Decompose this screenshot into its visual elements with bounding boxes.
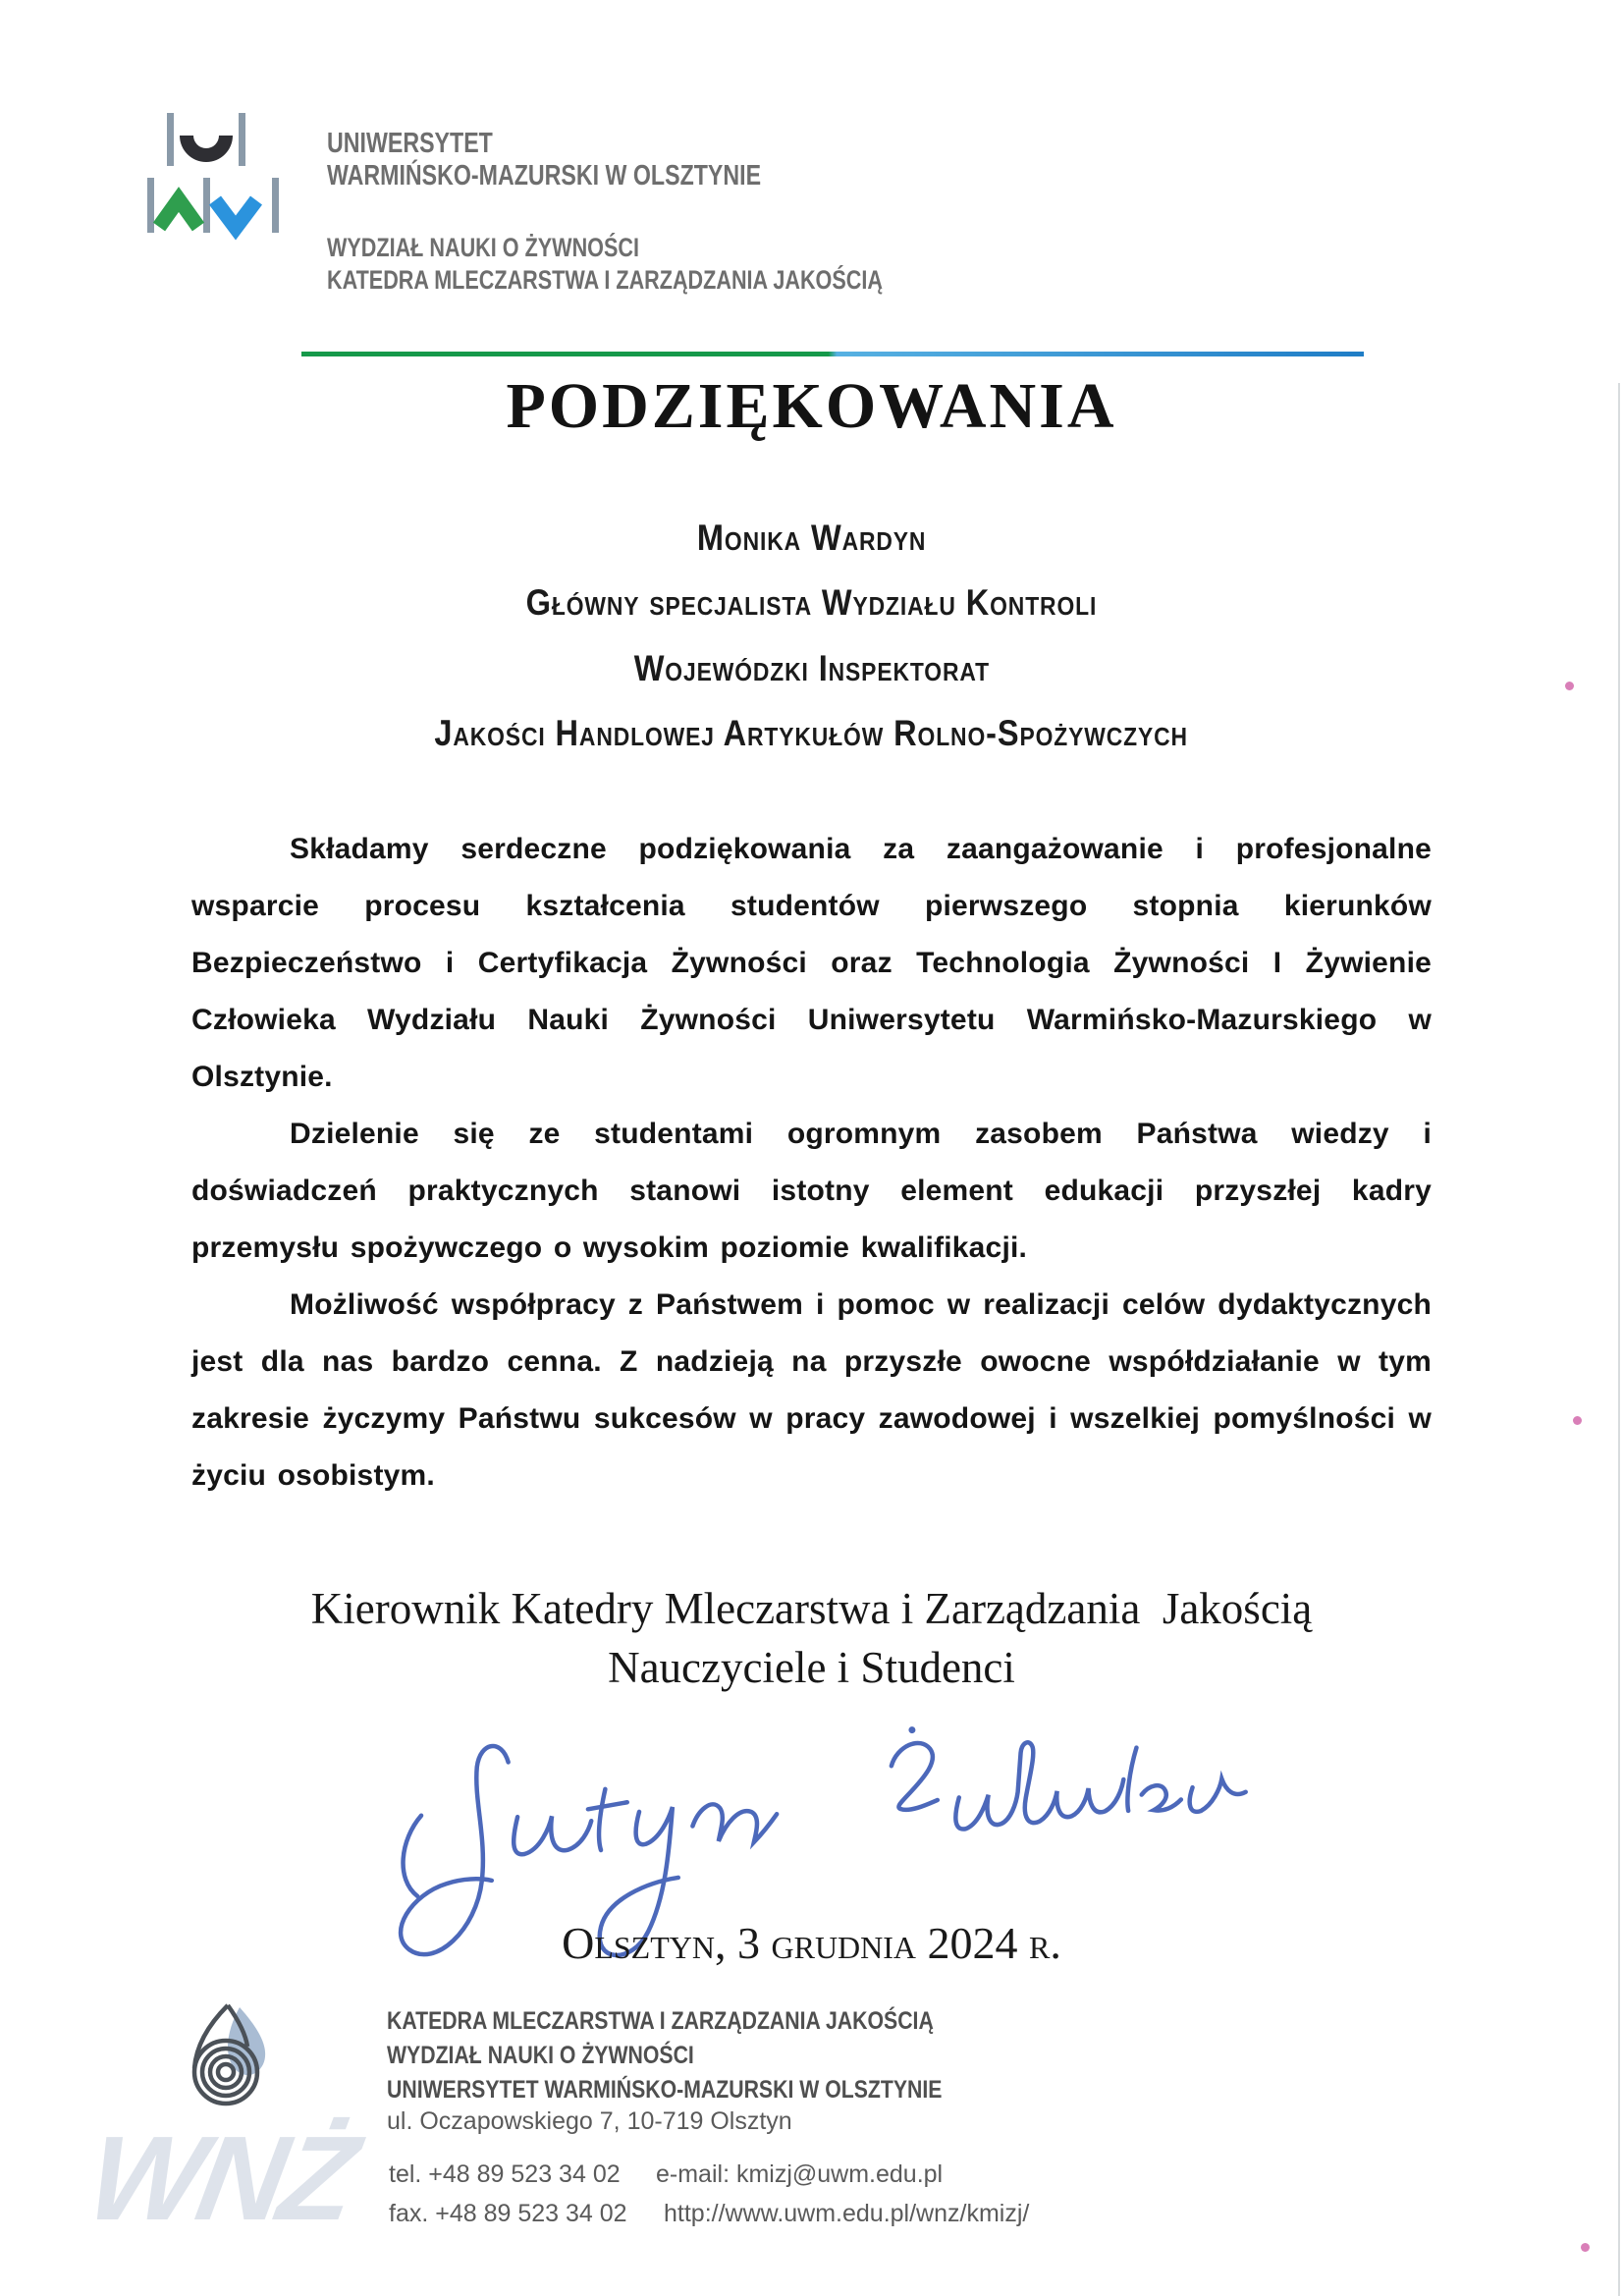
divider-line [301,352,1364,356]
recipient-org-line1: Wojewódzki Inspektorat [633,648,990,688]
footer-website: http://www.uwm.edu.pl/wnz/kmizj/ [664,2200,1030,2227]
closing-line2: Nauczyciele i Studenci [608,1643,1015,1692]
footer-address: ul. Oczapowskiego 7, 10-719 Olsztyn [387,2107,792,2135]
wnz-watermark: WNŻ [79,2111,363,2245]
footer-faculty: WYDZIAŁ NAUKI O ŻYWNOŚCI [387,2042,694,2069]
uwm-logo-icon [147,109,280,242]
recipient-name: Monika Wardyn [696,518,927,558]
scan-artifact-dot [1573,1416,1582,1425]
header-university-line1: UNIWERSYTET [327,128,493,159]
page-title: PODZIĘKOWANIA [506,370,1117,442]
footer-phone: tel. +48 89 523 34 02 [389,2160,621,2188]
department-drop-logo-icon [183,2001,281,2119]
body-paragraph-1: Składamy serdeczne podziękowania za zaangażowanie i profesjonalne wsparcie procesu kształcenia studentów pierwszego stopnia kierunków Bezpieczeństwo i Certyfikacja Żywności oraz Technologia Żywności I Żywienie Człowieka Wydziału Nauki Żywności Uniwersytetu Warmińsko-Mazurskiego w Olsztynie. [191,833,1432,1093]
header-faculty: WYDZIAŁ NAUKI O ŻYWNOŚCI [327,233,639,262]
body-paragraph-3: Możliwość współpracy z Państwem i pomoc w realizacji celów dydaktycznych jest dla nas bardzo cenna. Z nadzieją na przyszłe owocne współdziałanie w tym zakresie życzymy Państwu sukcesów w pracy zawodowej i wszelkiej pomyślności w życiu osobistym. [191,1288,1432,1492]
scan-artifact-dot [1565,682,1574,690]
scan-edge-line [1618,383,1620,2296]
recipient-org-line2: Jakości Handlowej Artykułów Rolno-Spożywczych [434,713,1189,753]
footer-fax: fax. +48 89 523 34 02 [389,2200,627,2227]
recipient-role: Główny specjalista Wydziału Kontroli [525,582,1098,623]
closing-line1: Kierownik Katedry Mleczarstwa i Zarządzania Jakością [310,1584,1313,1633]
body-paragraph-2: Dzielenie się ze studentami ogromnym zasobem Państwa wiedzy i doświadczeń praktycznych stanowi istotny element edukacji przyszłej kadry przemysłu spożywczego o wysokim poziomie kwalifikacji. [191,1118,1432,1264]
header-university-line2: WARMIŃSKO-MAZURSKI W OLSZTYNIE [327,160,762,191]
footer-email: e-mail: kmizj@uwm.edu.pl [656,2160,944,2188]
scan-artifact-dot [1581,2243,1590,2252]
header-department: KATEDRA MLECZARSTWA I ZARZĄDZANIA JAKOŚCIĄ [327,265,883,295]
letter-body [191,821,1432,1504]
footer-department: KATEDRA MLECZARSTWA I ZARZĄDZANIA JAKOŚCIĄ [387,2007,934,2035]
footer-university: UNIWERSYTET WARMIŃSKO-MAZURSKI W OLSZTYNIE [387,2076,943,2104]
date-line: Olsztyn, 3 grudnia 2024 r. [562,1918,1061,1968]
